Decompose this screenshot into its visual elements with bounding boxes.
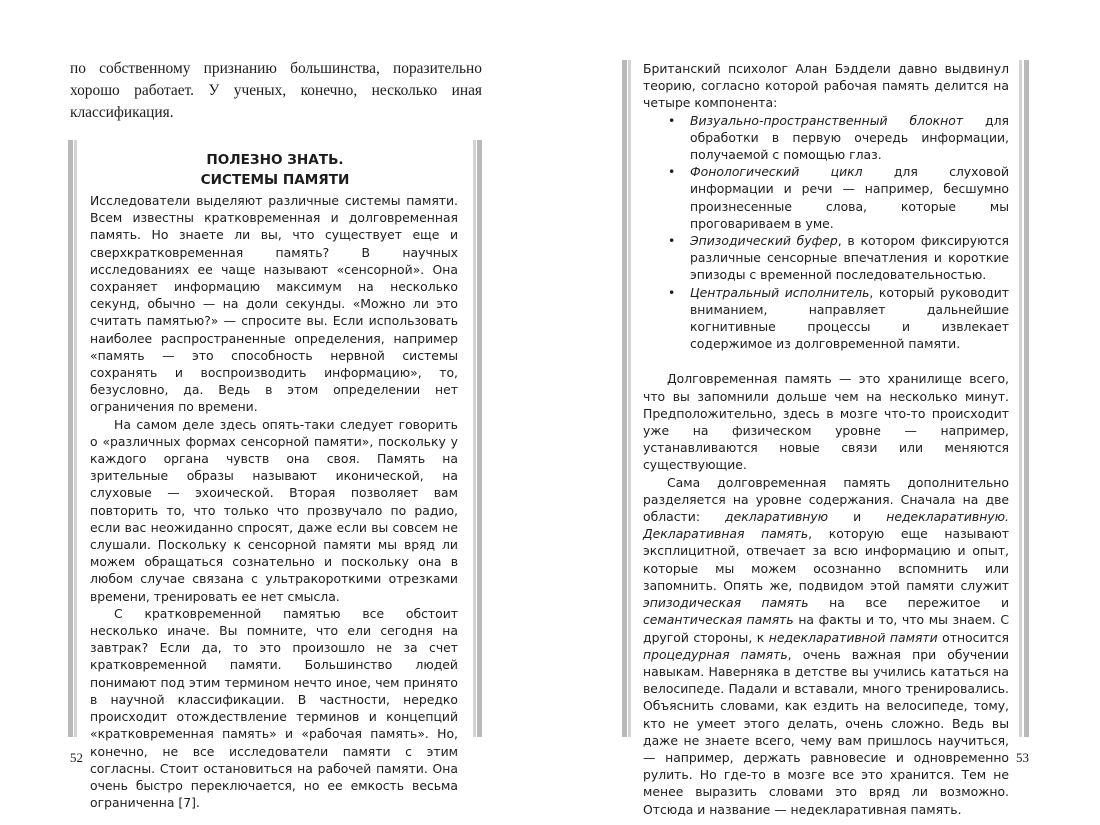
lead-text: по собственному признанию большинства, поразительно хорошо работает. У ученых, конечно, несколько иная классификация. [70, 60, 482, 121]
term-nondeclarative: недекларативную. Декларативная память [643, 509, 1009, 542]
term-semantic: семантическая память [643, 612, 794, 628]
page-number-right: 53 [1016, 750, 1029, 765]
memory-types-paragraph [643, 474, 1009, 818]
sidebar-title-line2: СИСТЕМЫ ПАМЯТИ [200, 172, 350, 188]
text-run: относится [937, 629, 1009, 645]
term-declarative: декларативную [725, 509, 829, 525]
sidebar-title-line1: ПОЛЕЗНО ЗНАТЬ. [206, 152, 344, 168]
right-left-rule-inner [628, 60, 631, 737]
text-run: , очень важная при обучении навыкам. Наверняка в детстве вы учились кататься на велосипеде. Падали и вставали, много тренировались. Объяснить словами, как ездить на велосипеде, тому, кто не умеет этого делать, очень сложно. Ведь вы даже не знаете всего, чему вам пришлось научиться, — например, держать равновесие и одновременно рулить. Но где-то в мозге все это хранится. Тем не менее выразить словами это вряд ли возможно. Отсюда и название — недекларативная память. [643, 646, 1009, 817]
working-memory-components-list [643, 112, 1009, 353]
bullet-text: для обработки в первую очередь информации, получаемой с помощью глаз. [690, 112, 1009, 163]
sidebar-right-rule [477, 140, 482, 737]
sidebar-body [90, 192, 458, 811]
bullet-text: , в котором фиксируются различные сенсорные впечатления и короткие эпизоды с временной последовательностью. [690, 233, 1009, 283]
bullet-text: для слуховой информации и речи — например, бесшумно произнесенные слова, которые мы проговариваем в уме. [690, 164, 1009, 231]
sidebar-paragraph-2: На самом деле здесь опять-таки следует говорить о «различных формах сенсорной памяти», поскольку у каждого органа чувств она своя. Память на зрительные образы называют иконической, на слуховые — эхоической. Вторая позволяет вам повторить то, что только что прозвучало по радио, если вас неожиданно спросят, даже если вы совсем не слушали. Поскольку к сенсорной памяти мы вряд ли можем обращаться сознательно и поскольку она в любом случае связана с ультракороткими отрезками времени, тренировать ее нет смысла. [90, 416, 458, 604]
bullet-text: , который руководит вниманием, направляет дальнейшие когнитивные процессы и извлекает содержимое из долговременной памяти. [690, 284, 1009, 352]
lead-paragraph [70, 58, 482, 124]
right-right-rule [1024, 60, 1029, 737]
text-run: Сама долговременная память дополнительно разделяется на уровне содержания. Сначала на две области: [643, 474, 1009, 525]
spacer [643, 352, 1009, 370]
sidebar-title [90, 150, 460, 190]
list-item [690, 112, 1009, 164]
sidebar-left-rule [68, 140, 73, 737]
term-procedural: процедурная память [643, 646, 788, 662]
long-term-memory-paragraph: Долговременная память — это хранилище всего, что вы запомнили дольше чем на несколько минут. Предположительно, здесь в мозге что-то происходит уже на физическом уровне — например, устанавливаются новые связи или меняются существующие. [643, 371, 1009, 473]
bullet-term: Визуально-пространственный блокнот [690, 112, 964, 128]
list-item [690, 284, 1009, 353]
text-run: , которую еще называют эксплицитной, отвечает за всю информацию и опыт, которые мы можем осознанно вспомнить или запомнить. Опять же, подвидом этой памяти служит [643, 526, 1009, 593]
term-nondeclarative-memory: недекларативной памяти [768, 629, 938, 645]
sidebar-paragraph-3: С кратковременной памятью все обстоит несколько иначе. Вы помните, что ели сегодня на завтрак? Если да, то это произошло не за счет кратковременной памяти. Большинство людей понимают под этим термином нечто иное, чем принято в научной классификации. В частности, нередко происходит отождествление терминов и концепций «кратковременная память» и «рабочая память». Но, конечно, не все исследователи памяти с этим согласны. Стоит остановиться на рабочей памяти. Она очень быстро переключается, но ее емкость весьма ограниченна [7]. [90, 605, 458, 811]
term-episodic: эпизодическая память [643, 595, 809, 611]
list-item [690, 163, 1009, 232]
sidebar-right-rule-inner [473, 140, 476, 737]
sidebar-paragraph-1: Исследователи выделяют различные системы памяти. Всем известны кратковременная и долговременная память. Но знаете ли вы, что существует еще и сверхкратковременная память? В научных исследованиях ее чаще называют «сенсорной». Она сохраняет информацию максимум на несколько секунд, обычно — на доли секунды. «Можно ли это считать памятью?» — спросите вы. Если использовать наиболее распространенные определения, например «память — это способность нервной системы сохранять и воспроизводить информацию», то, безусловно, да. Ведь в этом определении нет ограничения по времени. [90, 193, 458, 415]
text-run: и [828, 509, 887, 525]
baddeley-intro: Британский психолог Алан Бэддели давно выдвинул теорию, согласно которой рабочая память делится на четыре компонента: [643, 61, 1009, 111]
right-left-rule [622, 60, 627, 737]
bullet-term: Центральный исполнитель [690, 284, 870, 300]
bullet-term: Фонологический цикл [690, 164, 863, 180]
sidebar-left-rule-inner [74, 140, 77, 737]
page-number-left: 52 [70, 750, 83, 765]
right-column [643, 60, 1009, 818]
right-right-rule-inner [1019, 60, 1022, 737]
bullet-term: Эпизодический буфер [690, 233, 838, 249]
text-run: на все пережитое и [808, 595, 1010, 611]
text-run: на факты и то, что мы знаем. С другой стороны, к [643, 612, 1009, 645]
list-item [690, 232, 1009, 284]
